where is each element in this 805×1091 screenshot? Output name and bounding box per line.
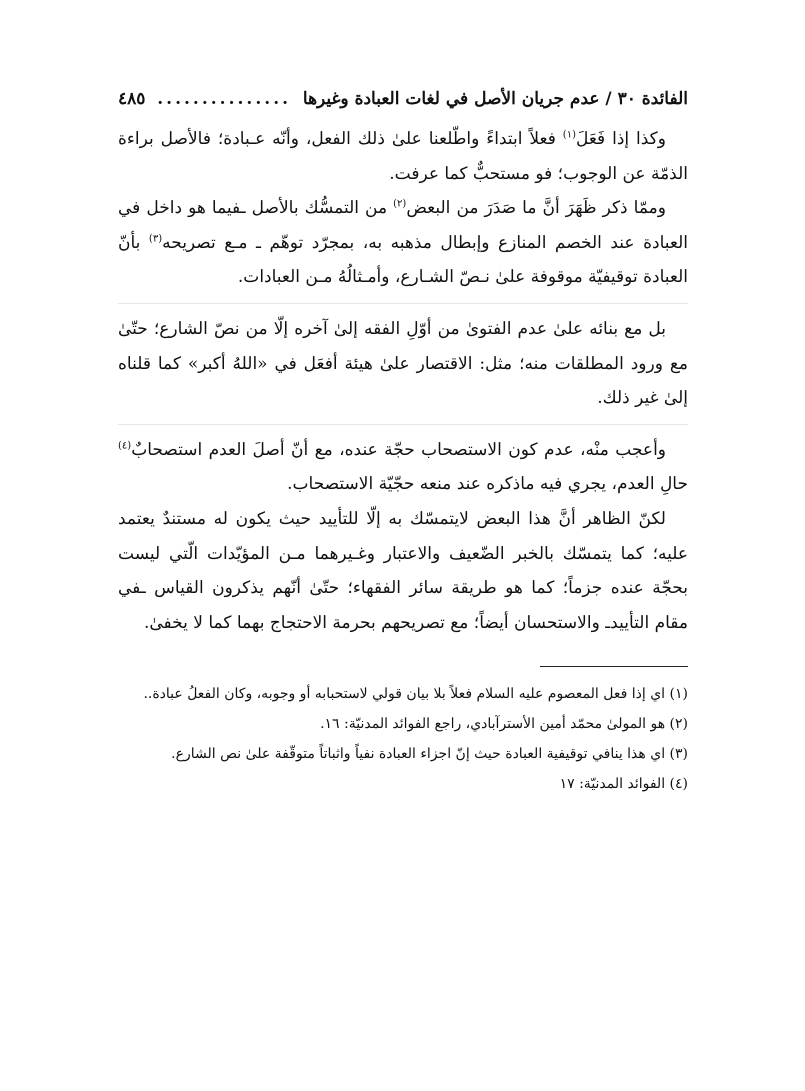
footnotes — [118, 681, 688, 797]
footnote-divider — [540, 666, 688, 667]
main-text — [118, 122, 688, 640]
footnote-marker[interactable]: (٢) — [393, 198, 407, 210]
page-number: ٤٨٥ — [118, 89, 146, 109]
paragraph: لكنّ الظاهر أنَّ هذا البعض لايتمسّك به إلّا للتأييد حيث يكون له مستندٌ يعتمد عليه؛ كما يتمسّك بالخبر الضّعيف والاعتبار وغـيرهما مـن المؤيّدات الّتي ليست بحجّة عنده جزماً؛ كما هو طريقة سائر الفقهاء؛ حتّىٰ أنّهم يذكرون القياس ـفي مقام التأييدـ والاستحسان أيضاً؛ مع تصريحهم بحرمة الاحتجاج بهما كما لا يخفىٰ. — [118, 508, 688, 633]
running-header — [118, 82, 688, 116]
paragraph: بل مع بنائه علىٰ عدم الفتوىٰ من أوّلِ الفقه إلىٰ آخره إلّا من نصّ الشارع؛ حتّىٰ مع ورود المطلقات منه؛ مثل: الاقتصار علىٰ هيئة أفعَل في «اللهُ أكبر» كما قلناه إلىٰ غير ذلك. — [118, 312, 688, 425]
paragraph: وأعجب منْه، عدم كون الاستصحاب حجّة عنده، مع أنّ أصلَ العدم استصحابٌ$^{(٤)}$ حالِ العدم، يجري فيه ماذكره عند منعه حجّيّة الاستصحاب. — [118, 439, 688, 495]
paragraph: وكذا إذا فَعَلَ$^{(١)}$ فعلاً ابتداءً واطّلعنا علىٰ ذلك الفعل، وأنّه عـبادة؛ فالأصل براءة الذمّة عن الوجوب؛ فو مستحبٌّ كما عرفت. — [118, 129, 688, 184]
header-leader-dots: ............... — [157, 89, 292, 109]
footnote: (٤) الفوائد المدنيّة: ١٧ — [559, 776, 688, 793]
footnote: (٢) هو المولىٰ محمّد أمين الأسترآبادي، راجع الفوائد المدنيّة: ١٦. — [320, 716, 688, 733]
footnote-marker[interactable]: (١) — [562, 129, 576, 141]
paragraph: وممّا ذكر ظَهَرَ أنَّ ما صَدَرَ من البعض$^{(٢)}$ من التمسُّك بالأصل ـفيما هو داخل في العبادة عند الخصم المنازع وإبطال مذهبه به، بمجرّد توهّم ـ مـع تصريحه$^{(٣)}$ بأنّ العبادة توقيفيّة موقوفة علىٰ نـصّ الشـارع، وأمـثالُهُ مـن العبادات. — [118, 191, 688, 304]
footnote: (٣) اي هذا ينافي توقيفية العبادة حيث إنّ اجزاء العبادة نفياً واثباتاً متوقّفة علىٰ نص الشارع. — [171, 746, 688, 763]
footnote: (١) اي إذا فعل المعصوم عليه السلام فعلاً بلا بيان قولي لاستحبابه أو وجوبه، وكان الفعلُ عبادة.. — [143, 686, 688, 703]
page — [118, 82, 688, 801]
footnote-marker[interactable]: (٤) — [118, 440, 132, 452]
header-title: الفائدة ٣٠ / عدم جريان الأصل في لغات العبادة وغيرها — [302, 89, 688, 109]
footnote-marker[interactable]: (٣) — [148, 233, 163, 245]
